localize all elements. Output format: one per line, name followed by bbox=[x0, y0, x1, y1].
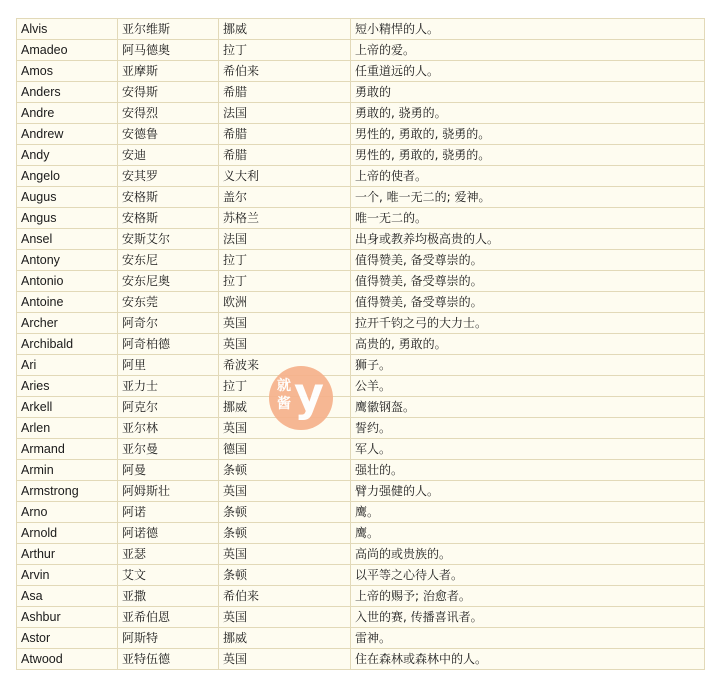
table-row bbox=[17, 124, 705, 145]
chinese-name-cell: 亚瑟 bbox=[118, 544, 219, 565]
chinese-name-cell: 阿曼 bbox=[118, 460, 219, 481]
names-table-container bbox=[16, 18, 705, 670]
meaning-cell: 公羊。 bbox=[351, 376, 705, 397]
meaning-cell: 高贵的, 勇敢的。 bbox=[351, 334, 705, 355]
chinese-name-cell: 亚撒 bbox=[118, 586, 219, 607]
english-name-cell: Anders bbox=[17, 82, 118, 103]
chinese-name-cell: 艾文 bbox=[118, 565, 219, 586]
english-name-cell: Angus bbox=[17, 208, 118, 229]
origin-cell: 苏格兰 bbox=[219, 208, 351, 229]
meaning-cell: 值得赞美, 备受尊崇的。 bbox=[351, 250, 705, 271]
chinese-name-cell: 亚力士 bbox=[118, 376, 219, 397]
english-name-cell: Andy bbox=[17, 145, 118, 166]
origin-cell: 条顿 bbox=[219, 460, 351, 481]
meaning-cell: 上帝的使者。 bbox=[351, 166, 705, 187]
english-name-cell: Armand bbox=[17, 439, 118, 460]
origin-cell: 英国 bbox=[219, 481, 351, 502]
chinese-name-cell: 安其罗 bbox=[118, 166, 219, 187]
table-row bbox=[17, 418, 705, 439]
meaning-cell: 鹰。 bbox=[351, 502, 705, 523]
table-row bbox=[17, 19, 705, 40]
origin-cell: 条顿 bbox=[219, 565, 351, 586]
meaning-cell: 住在森林或森林中的人。 bbox=[351, 649, 705, 670]
origin-cell: 英国 bbox=[219, 544, 351, 565]
table-row bbox=[17, 460, 705, 481]
table-row bbox=[17, 40, 705, 61]
english-name-cell: Archibald bbox=[17, 334, 118, 355]
table-row bbox=[17, 187, 705, 208]
meaning-cell: 高尚的或贵族的。 bbox=[351, 544, 705, 565]
origin-cell: 条顿 bbox=[219, 523, 351, 544]
english-name-cell: Aries bbox=[17, 376, 118, 397]
english-name-cell: Arnold bbox=[17, 523, 118, 544]
chinese-name-cell: 安得烈 bbox=[118, 103, 219, 124]
english-name-cell: Andrew bbox=[17, 124, 118, 145]
english-name-cell: Augus bbox=[17, 187, 118, 208]
meaning-cell: 一个, 唯一无二的; 爱神。 bbox=[351, 187, 705, 208]
chinese-name-cell: 安格斯 bbox=[118, 187, 219, 208]
table-row bbox=[17, 145, 705, 166]
table-row bbox=[17, 61, 705, 82]
table-row bbox=[17, 313, 705, 334]
meaning-cell: 勇敢的 bbox=[351, 82, 705, 103]
origin-cell: 希腊 bbox=[219, 145, 351, 166]
meaning-cell: 以平等之心待人者。 bbox=[351, 565, 705, 586]
table-row bbox=[17, 439, 705, 460]
table-row bbox=[17, 208, 705, 229]
origin-cell: 拉丁 bbox=[219, 250, 351, 271]
origin-cell: 希伯来 bbox=[219, 61, 351, 82]
english-name-cell: Arno bbox=[17, 502, 118, 523]
origin-cell: 希腊 bbox=[219, 124, 351, 145]
chinese-name-cell: 安德鲁 bbox=[118, 124, 219, 145]
table-row bbox=[17, 292, 705, 313]
origin-cell: 欧洲 bbox=[219, 292, 351, 313]
origin-cell: 拉丁 bbox=[219, 40, 351, 61]
table-row bbox=[17, 649, 705, 670]
table-row bbox=[17, 376, 705, 397]
watermark-letter: y bbox=[294, 367, 324, 421]
english-name-cell: Ansel bbox=[17, 229, 118, 250]
origin-cell: 法国 bbox=[219, 229, 351, 250]
table-row bbox=[17, 229, 705, 250]
table-row bbox=[17, 166, 705, 187]
origin-cell: 英国 bbox=[219, 418, 351, 439]
english-name-cell: Angelo bbox=[17, 166, 118, 187]
origin-cell: 希腊 bbox=[219, 82, 351, 103]
english-name-cell: Antonio bbox=[17, 271, 118, 292]
chinese-name-cell: 亚尔林 bbox=[118, 418, 219, 439]
watermark-logo bbox=[269, 366, 333, 430]
english-name-cell: Ari bbox=[17, 355, 118, 376]
meaning-cell: 勇敢的, 骁勇的。 bbox=[351, 103, 705, 124]
meaning-cell: 雷神。 bbox=[351, 628, 705, 649]
table-row bbox=[17, 628, 705, 649]
meaning-cell: 鹰徽钢盔。 bbox=[351, 397, 705, 418]
table-row bbox=[17, 565, 705, 586]
meaning-cell: 唯一无二的。 bbox=[351, 208, 705, 229]
meaning-cell: 短小精悍的人。 bbox=[351, 19, 705, 40]
meaning-cell: 男性的, 勇敢的, 骁勇的。 bbox=[351, 145, 705, 166]
chinese-name-cell: 安得斯 bbox=[118, 82, 219, 103]
meaning-cell: 值得赞美, 备受尊崇的。 bbox=[351, 271, 705, 292]
chinese-name-cell: 亚尔曼 bbox=[118, 439, 219, 460]
table-row bbox=[17, 271, 705, 292]
names-table bbox=[16, 18, 705, 670]
names-table-body bbox=[17, 19, 705, 670]
english-name-cell: Amadeo bbox=[17, 40, 118, 61]
origin-cell: 德国 bbox=[219, 439, 351, 460]
meaning-cell: 上帝的爱。 bbox=[351, 40, 705, 61]
chinese-name-cell: 阿姆斯壮 bbox=[118, 481, 219, 502]
origin-cell: 义大利 bbox=[219, 166, 351, 187]
meaning-cell: 任重道远的人。 bbox=[351, 61, 705, 82]
meaning-cell: 入世的赛, 传播喜讯者。 bbox=[351, 607, 705, 628]
chinese-name-cell: 阿诺 bbox=[118, 502, 219, 523]
table-row bbox=[17, 544, 705, 565]
chinese-name-cell: 安格斯 bbox=[118, 208, 219, 229]
chinese-name-cell: 阿克尔 bbox=[118, 397, 219, 418]
chinese-name-cell: 安东尼 bbox=[118, 250, 219, 271]
table-row bbox=[17, 502, 705, 523]
english-name-cell: Armin bbox=[17, 460, 118, 481]
meaning-cell: 男性的, 勇敢的, 骁勇的。 bbox=[351, 124, 705, 145]
origin-cell: 英国 bbox=[219, 334, 351, 355]
meaning-cell: 鹰。 bbox=[351, 523, 705, 544]
table-row bbox=[17, 334, 705, 355]
origin-cell: 挪威 bbox=[219, 397, 351, 418]
origin-cell: 英国 bbox=[219, 313, 351, 334]
chinese-name-cell: 阿诺德 bbox=[118, 523, 219, 544]
chinese-name-cell: 亚摩斯 bbox=[118, 61, 219, 82]
chinese-name-cell: 安东尼奥 bbox=[118, 271, 219, 292]
english-name-cell: Ashbur bbox=[17, 607, 118, 628]
origin-cell: 英国 bbox=[219, 649, 351, 670]
english-name-cell: Amos bbox=[17, 61, 118, 82]
origin-cell: 希波来 bbox=[219, 355, 351, 376]
chinese-name-cell: 亚希伯恩 bbox=[118, 607, 219, 628]
english-name-cell: Antony bbox=[17, 250, 118, 271]
origin-cell: 拉丁 bbox=[219, 376, 351, 397]
english-name-cell: Asa bbox=[17, 586, 118, 607]
origin-cell: 希伯来 bbox=[219, 586, 351, 607]
table-row bbox=[17, 82, 705, 103]
table-row bbox=[17, 103, 705, 124]
english-name-cell: Antoine bbox=[17, 292, 118, 313]
english-name-cell: Andre bbox=[17, 103, 118, 124]
origin-cell: 英国 bbox=[219, 607, 351, 628]
origin-cell: 挪威 bbox=[219, 19, 351, 40]
english-name-cell: Arlen bbox=[17, 418, 118, 439]
meaning-cell: 誓约。 bbox=[351, 418, 705, 439]
english-name-cell: Astor bbox=[17, 628, 118, 649]
table-row bbox=[17, 250, 705, 271]
meaning-cell: 臂力强健的人。 bbox=[351, 481, 705, 502]
english-name-cell: Alvis bbox=[17, 19, 118, 40]
table-row bbox=[17, 586, 705, 607]
table-row bbox=[17, 481, 705, 502]
table-row bbox=[17, 523, 705, 544]
chinese-name-cell: 安东莞 bbox=[118, 292, 219, 313]
chinese-name-cell: 安迪 bbox=[118, 145, 219, 166]
meaning-cell: 上帝的赐予; 治愈者。 bbox=[351, 586, 705, 607]
chinese-name-cell: 阿马德奥 bbox=[118, 40, 219, 61]
english-name-cell: Archer bbox=[17, 313, 118, 334]
chinese-name-cell: 阿奇尔 bbox=[118, 313, 219, 334]
origin-cell: 拉丁 bbox=[219, 271, 351, 292]
english-name-cell: Arthur bbox=[17, 544, 118, 565]
meaning-cell: 拉开千钧之弓的大力士。 bbox=[351, 313, 705, 334]
meaning-cell: 值得赞美, 备受尊崇的。 bbox=[351, 292, 705, 313]
table-row bbox=[17, 397, 705, 418]
table-row bbox=[17, 355, 705, 376]
english-name-cell: Arkell bbox=[17, 397, 118, 418]
origin-cell: 挪威 bbox=[219, 628, 351, 649]
chinese-name-cell: 阿斯特 bbox=[118, 628, 219, 649]
meaning-cell: 狮子。 bbox=[351, 355, 705, 376]
meaning-cell: 强壮的。 bbox=[351, 460, 705, 481]
chinese-name-cell: 亚特伍德 bbox=[118, 649, 219, 670]
english-name-cell: Arvin bbox=[17, 565, 118, 586]
meaning-cell: 军人。 bbox=[351, 439, 705, 460]
english-name-cell: Armstrong bbox=[17, 481, 118, 502]
chinese-name-cell: 安斯艾尔 bbox=[118, 229, 219, 250]
chinese-name-cell: 阿里 bbox=[118, 355, 219, 376]
chinese-name-cell: 阿奇柏德 bbox=[118, 334, 219, 355]
meaning-cell: 出身或教养均极高贵的人。 bbox=[351, 229, 705, 250]
origin-cell: 法国 bbox=[219, 103, 351, 124]
chinese-name-cell: 亚尔维斯 bbox=[118, 19, 219, 40]
origin-cell: 盖尔 bbox=[219, 187, 351, 208]
english-name-cell: Atwood bbox=[17, 649, 118, 670]
watermark-text: 就酱 bbox=[277, 378, 291, 412]
table-row bbox=[17, 607, 705, 628]
origin-cell: 条顿 bbox=[219, 502, 351, 523]
